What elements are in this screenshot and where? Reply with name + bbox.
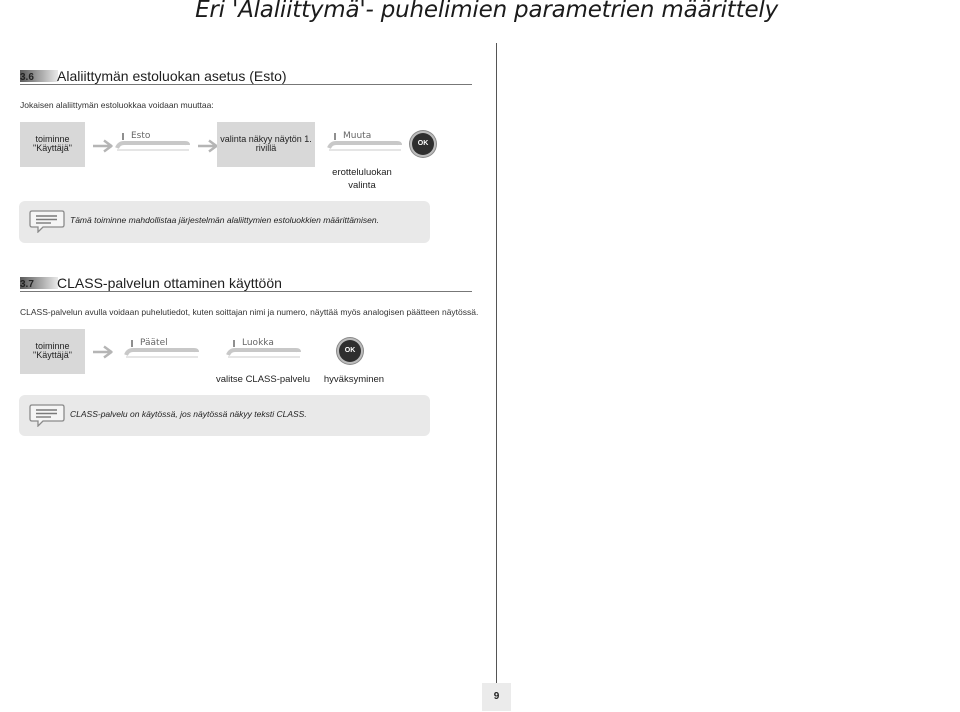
softkey-label: Muuta [343, 131, 372, 141]
box-line-1: toiminne [35, 341, 70, 351]
softkey-icon [115, 132, 191, 154]
caption-confirm: hyväksyminen [323, 374, 385, 385]
softkey-muuta[interactable] [327, 132, 403, 154]
box-line-1: valinta näkyy näytön 1. [220, 134, 312, 144]
softkey-paatel[interactable] [124, 339, 200, 361]
arrow-right-icon [92, 139, 114, 153]
note-speech-icon [29, 209, 65, 233]
section-number: 3.7 [20, 279, 34, 290]
caption [322, 166, 402, 192]
note-text: Tämä toiminne mahdollistaa järjestelmän alaliittymien estoluokkien määrittämisen. [70, 215, 379, 225]
arrow-right-icon [197, 139, 219, 153]
page-number: 9 [482, 683, 511, 711]
caption-line-2: valinta [348, 180, 376, 191]
section-title: CLASS-palvelun ottaminen käyttöön [57, 275, 282, 291]
function-user-box [20, 122, 85, 167]
softkey-esto[interactable] [115, 132, 191, 154]
softkey-label: Esto [131, 131, 151, 141]
softkey-label: Päätel [140, 338, 168, 348]
softkey-label: Luokka [242, 338, 274, 348]
section-rule [20, 291, 472, 292]
page-title: Eri 'Alaliittymä'- puhelimien parametrien määrittely [195, 0, 778, 23]
box-line-1: toiminne [35, 134, 70, 144]
note-speech-icon [29, 403, 65, 427]
ok-button[interactable]: OK [339, 340, 361, 362]
section-3-6-header [20, 62, 472, 82]
softkey-luokka[interactable] [226, 339, 302, 361]
box-line-2: "Käyttäjä" [33, 350, 72, 360]
caption-select-class: valitse CLASS-palvelu [216, 374, 310, 385]
section-intro: CLASS-palvelun avulla voidaan puhelutiedot, kuten soittajan nimi ja numero, näyttää myös analogisen päätteen näytössä. [20, 307, 479, 317]
section-number: 3.6 [20, 72, 34, 83]
ok-button[interactable]: OK [412, 133, 434, 155]
section-rule [20, 84, 472, 85]
caption-line-1: erotteluluokan [332, 167, 392, 178]
note-text: CLASS-palvelu on käytössä, jos näytössä näkyy teksti CLASS. [70, 409, 307, 419]
arrow-right-icon [92, 345, 114, 359]
box-line-2: rivillä [255, 143, 277, 153]
box-line-2: "Käyttäjä" [33, 143, 72, 153]
display-box [217, 122, 315, 167]
note-box [19, 201, 430, 243]
section-intro: Jokaisen alaliittymän estoluokkaa voidaan muuttaa: [20, 100, 214, 110]
column-divider [496, 43, 497, 685]
note-box [19, 395, 430, 436]
function-user-box [20, 329, 85, 374]
section-3-7-header [20, 269, 472, 289]
section-title: Alaliittymän estoluokan asetus (Esto) [57, 68, 287, 84]
